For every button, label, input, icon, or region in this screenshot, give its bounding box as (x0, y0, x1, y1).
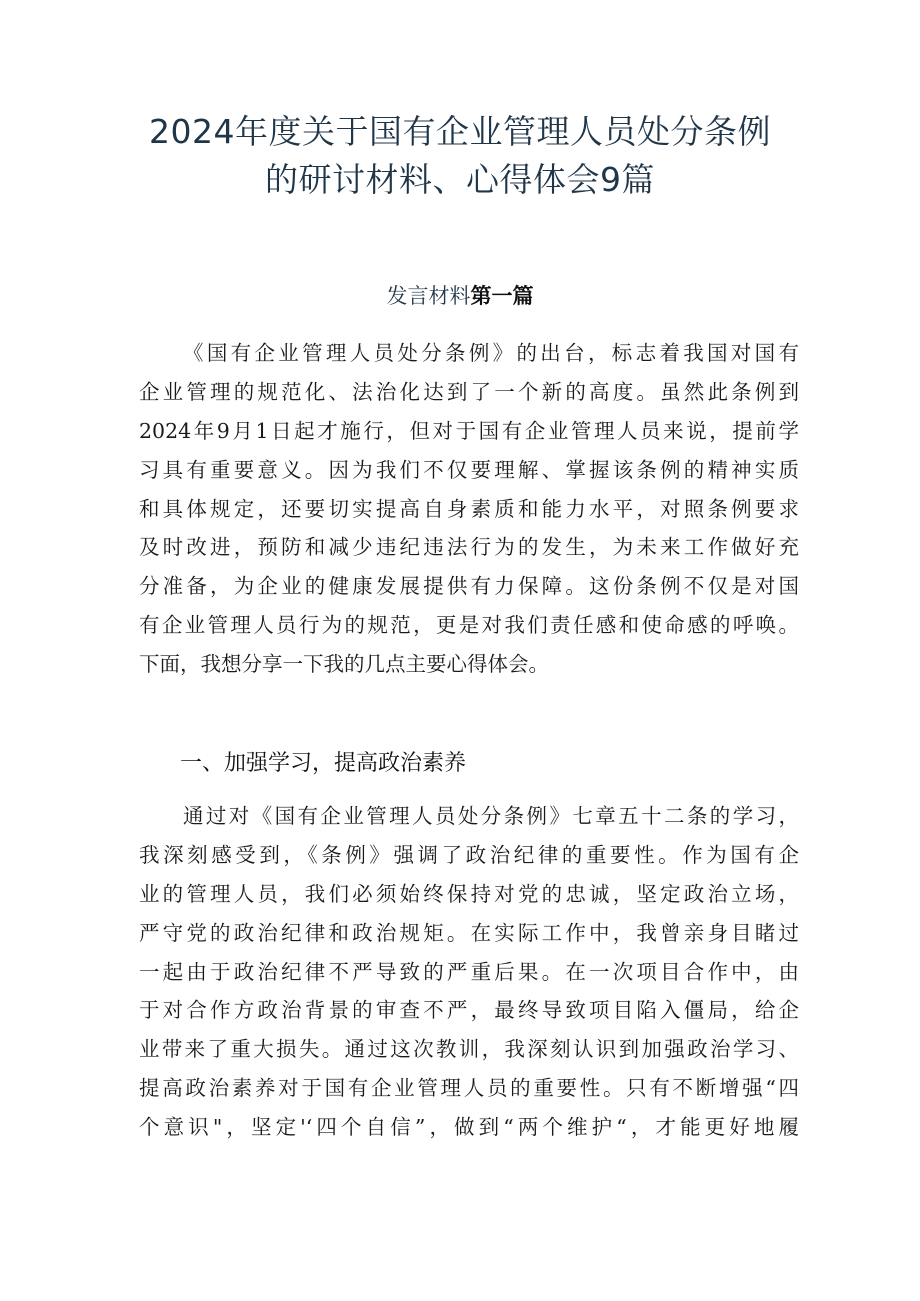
title-line: 2024年度关于国有企业管理人员处分条例 (149, 112, 771, 151)
title-line: 的研讨材料、心得体会9篇 (265, 160, 655, 199)
section-heading (0, 280, 920, 312)
text-line: 及时改进，预防和减少违纪违法行为的发生，为未来工作做好充 (139, 535, 799, 560)
paragraph-2 (139, 797, 799, 1147)
text-line: 业带来了重大损失。通过这次教训，我深刻认识到加强政治学习、 (139, 1037, 799, 1062)
paragraph-1 (139, 334, 799, 684)
text-line: 于对合作方政治背景的审查不严，最终导致项目陷入僵局，给企 (139, 998, 799, 1023)
text-line: 提高政治素养对于国有企业管理人员的重要性。只有不断增强“四 (139, 1076, 799, 1101)
text-line: 我深刻感受到，《条例》强调了政治纪律的重要性。作为国有企 (139, 842, 799, 867)
text-line: 业的管理人员，我们必须始终保持对党的忠诚，坚定政治立场， (139, 881, 799, 906)
text-line: 有企业管理人员行为的规范，更是对我们责任感和使命感的呼唤。 (139, 613, 799, 638)
text-line: 一起由于政治纪律不严导致的严重后果。在一次项目合作中，由 (139, 959, 799, 984)
document-title (0, 108, 920, 204)
text-line: 和具体规定，还要切实提高自身素质和能力水平，对照条例要求 (139, 496, 799, 521)
heading-1: 一、加强学习，提高政治素养 (180, 751, 467, 776)
text-line: 《国有企业管理人员处分条例》的出台，标志着我国对国有 (183, 341, 799, 365)
text-line: 严守党的政治纪律和政治规矩。在实际工作中，我曾亲身目睹过 (139, 920, 799, 945)
text-line: 习具有重要意义。因为我们不仅要理解、掌握该条例的精神实质 (139, 457, 799, 482)
text-line: 企业管理的规范化、法治化达到了一个新的高度。虽然此条例到 (139, 379, 799, 404)
text-line: 个意识"，坚定'‘四个自信”，做到“两个维护“，才能更好地履 (139, 1115, 799, 1140)
text-line: 通过对《国有企业管理人员处分条例》七章五十二条的学习， (183, 804, 799, 828)
text-line: 下面，我想分享一下我的几点主要心得体会。 (139, 652, 549, 677)
section-number: 第一篇 (470, 284, 534, 308)
text-line: 2024年9月1日起才施行，但对于国有企业管理人员来说，提前学 (139, 418, 799, 443)
section-label: 发言材料 (386, 284, 471, 308)
text-line: 分准备，为企业的健康发展提供有力保障。这份条例不仅是对国 (139, 574, 799, 599)
